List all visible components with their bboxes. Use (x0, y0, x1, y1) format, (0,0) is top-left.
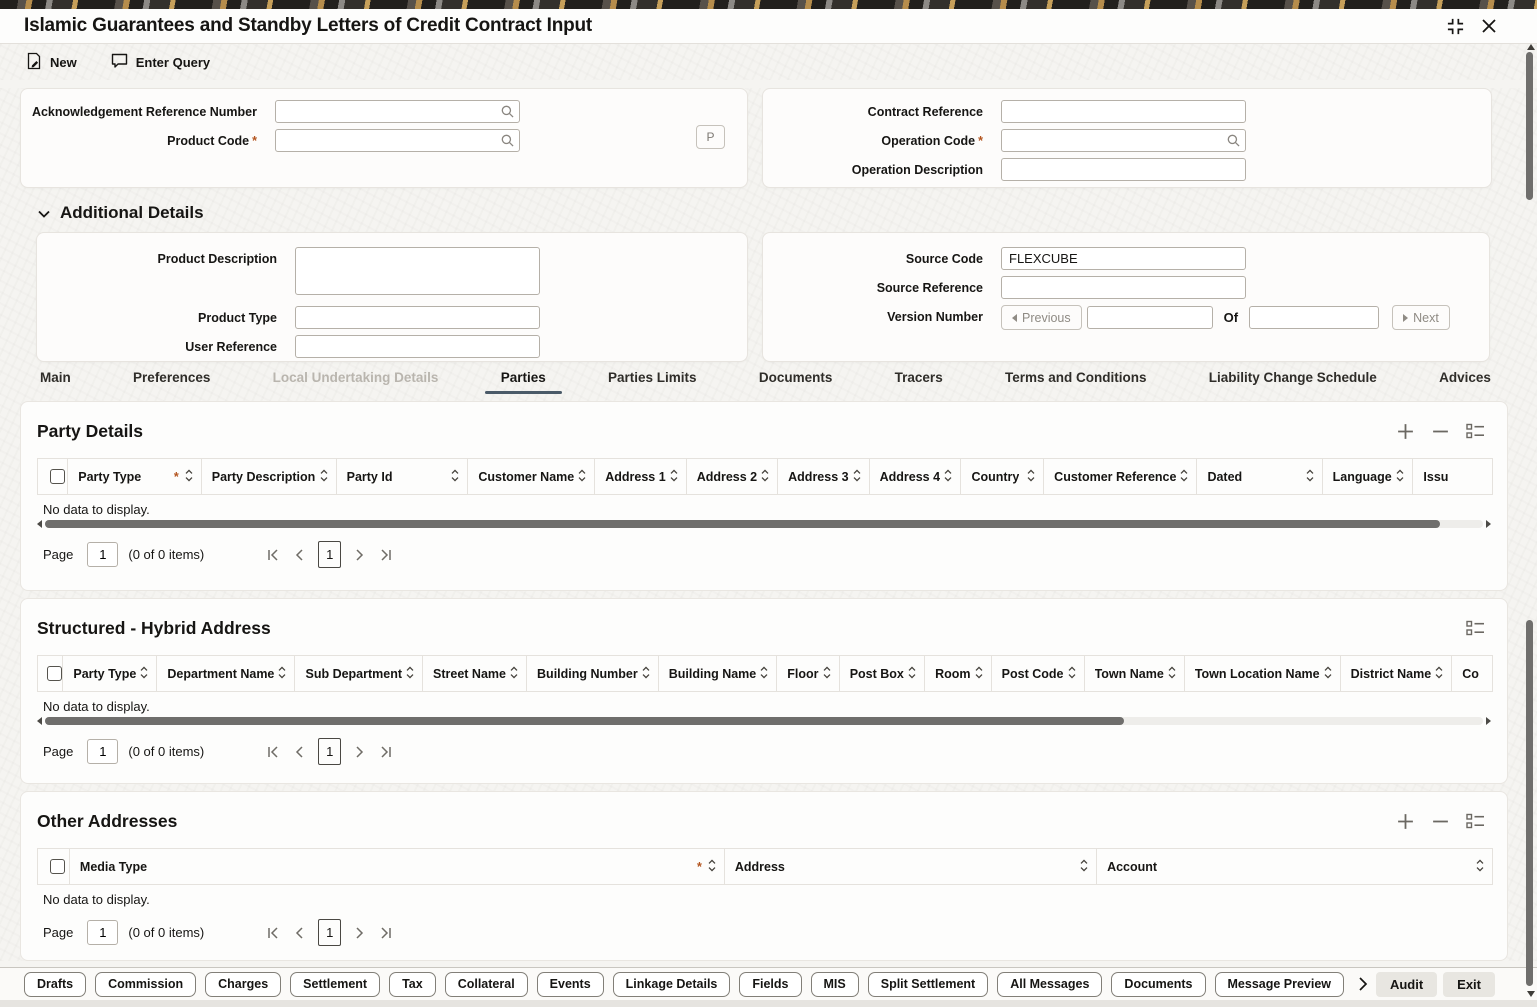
reference-card (20, 88, 748, 188)
required-marker: * (252, 134, 257, 148)
add-row-icon[interactable] (1396, 422, 1415, 441)
restore-window-icon[interactable] (1446, 17, 1465, 36)
message-preview-button[interactable]: Message Preview (1215, 972, 1345, 997)
sort-icon[interactable] (185, 469, 193, 485)
first-page-icon[interactable] (266, 745, 280, 759)
column-header-party-type[interactable]: Party Type * (68, 458, 201, 495)
empty-message: No data to display. (43, 699, 150, 714)
product-details-card (36, 232, 748, 362)
version-current-input[interactable] (1087, 306, 1213, 329)
column-header-issu[interactable]: Issu (1413, 458, 1493, 495)
pagination (43, 919, 1491, 946)
scrollbar-thumb[interactable] (45, 717, 1124, 725)
bottom-buttons (24, 972, 1344, 997)
user-reference-input[interactable] (295, 335, 540, 358)
tab-preferences[interactable]: Preferences (133, 370, 211, 385)
source-code-input[interactable] (1001, 247, 1246, 270)
bottom-action-bar (0, 967, 1537, 1000)
column-header-party-id[interactable]: Party Id (337, 458, 469, 495)
sort-icon[interactable] (1324, 666, 1332, 682)
last-page-icon[interactable] (379, 926, 393, 940)
operation-description-label: Operation Description (851, 163, 983, 177)
source-code-label: Source Code (905, 252, 983, 266)
column-header-party-description[interactable]: Party Description (202, 458, 337, 495)
previous-page-icon[interactable] (293, 926, 305, 940)
previous-page-icon[interactable] (293, 548, 305, 562)
sort-icon[interactable] (1396, 469, 1404, 485)
source-details-card (762, 232, 1490, 362)
horizontal-scrollbar[interactable] (37, 519, 1491, 529)
sort-icon[interactable] (1168, 666, 1176, 682)
new-button[interactable]: New (26, 52, 77, 73)
sort-icon[interactable] (1027, 469, 1035, 485)
items-count: (0 of 0 items) (128, 744, 205, 759)
triangle-left-icon (1012, 314, 1017, 322)
column-header-department-name[interactable]: Department Name (157, 655, 295, 692)
form-content (0, 88, 1537, 961)
sort-icon[interactable] (1476, 859, 1484, 875)
chevron-down-icon (38, 203, 50, 223)
column-header-country[interactable]: Country (961, 458, 1044, 495)
tab-advices[interactable]: Advices (1439, 370, 1491, 385)
sort-icon[interactable] (510, 666, 518, 682)
page-label: Page (43, 925, 74, 940)
add-row-icon[interactable] (1396, 812, 1415, 831)
tab-liability-change-schedule[interactable]: Liability Change Schedule (1208, 370, 1377, 385)
split-settlement-button[interactable]: Split Settlement (868, 972, 988, 997)
column-header-town-location-name[interactable]: Town Location Name (1185, 655, 1341, 692)
select-all-cell (37, 848, 70, 885)
source-reference-input[interactable] (1001, 276, 1246, 299)
tab-main[interactable]: Main (40, 370, 71, 385)
sort-icon[interactable] (975, 666, 983, 682)
empty-message: No data to display. (43, 502, 150, 517)
sort-icon[interactable] (823, 666, 831, 682)
sort-icon[interactable] (760, 666, 768, 682)
of-label: Of (1223, 310, 1239, 325)
bottom-edge (0, 1000, 1537, 1007)
operation-code-label: Operation Code (881, 134, 976, 148)
current-page[interactable]: 1 (318, 738, 341, 765)
scrollbar-thumb[interactable] (1526, 52, 1533, 200)
column-header-dated[interactable]: Dated (1197, 458, 1322, 495)
scrollbar-thumb[interactable] (1526, 620, 1533, 986)
page-label: Page (43, 744, 74, 759)
mis-button[interactable]: MIS (811, 972, 859, 997)
column-header-post-box[interactable]: Post Box (840, 655, 925, 692)
column-header-floor[interactable]: Floor (777, 655, 839, 692)
events-button[interactable]: Events (537, 972, 604, 997)
charges-button[interactable]: Charges (205, 972, 281, 997)
sort-icon[interactable] (140, 666, 148, 682)
page-label: Page (43, 547, 74, 562)
current-page[interactable]: 1 (318, 919, 341, 946)
current-page[interactable]: 1 (318, 541, 341, 568)
contract-reference-label: Contract Reference (867, 105, 983, 119)
column-header-address-1[interactable]: Address 1 (595, 458, 686, 495)
tab-parties-limits[interactable]: Parties Limits (608, 370, 697, 385)
column-header-address[interactable]: Address (725, 848, 1097, 885)
select-all-checkbox[interactable] (50, 859, 65, 874)
empty-message: No data to display. (43, 892, 150, 907)
product-description-input[interactable] (295, 247, 540, 295)
sort-icon[interactable] (1080, 859, 1088, 875)
column-header-co[interactable]: Co (1452, 655, 1493, 692)
triangle-right-icon (1403, 314, 1408, 322)
items-count: (0 of 0 items) (128, 547, 205, 562)
more-buttons-icon[interactable] (1358, 976, 1368, 992)
items-count: (0 of 0 items) (128, 925, 205, 940)
tab-local-undertaking-details[interactable]: Local Undertaking Details (272, 370, 439, 385)
table-header-row (37, 655, 1493, 692)
titlebar (0, 9, 1537, 44)
sort-icon[interactable] (1435, 666, 1443, 682)
documents-button[interactable]: Documents (1111, 972, 1205, 997)
structured-hybrid-address-title: Structured - Hybrid Address (37, 617, 271, 638)
sort-icon[interactable] (406, 666, 414, 682)
desktop-pattern-strip (0, 0, 1537, 9)
additional-details-toggle[interactable] (38, 200, 1537, 226)
sort-icon[interactable] (708, 859, 716, 875)
sort-icon[interactable] (1068, 666, 1076, 682)
column-header-district-name[interactable]: District Name (1341, 655, 1453, 692)
contract-card (762, 88, 1492, 188)
remove-row-icon[interactable] (1431, 422, 1450, 441)
previous-version-button[interactable]: Previous (1001, 305, 1082, 330)
column-header-customer-reference[interactable]: Customer Reference (1044, 458, 1197, 495)
column-header-room[interactable]: Room (925, 655, 992, 692)
column-header-account[interactable]: Account (1097, 848, 1493, 885)
additional-details-title: Additional Details (60, 203, 204, 222)
populate-button[interactable]: P (696, 125, 725, 149)
structured-hybrid-address-panel (20, 598, 1508, 784)
next-page-icon[interactable] (354, 548, 366, 562)
tab-bar (0, 362, 1537, 395)
page-input[interactable] (87, 542, 118, 567)
tab-parties[interactable]: Parties (501, 370, 546, 394)
scroll-down-icon[interactable] (1527, 991, 1535, 997)
product-code-input[interactable] (275, 129, 520, 152)
enter-query-button[interactable]: Enter Query (111, 53, 210, 72)
column-header-street-name[interactable]: Street Name (423, 655, 527, 692)
structured-address-table (37, 655, 1493, 692)
column-header-town-name[interactable]: Town Name (1085, 655, 1185, 692)
scroll-right-icon[interactable] (1486, 520, 1491, 528)
operation-code-input[interactable] (1001, 129, 1246, 152)
party-details-title: Party Details (37, 420, 144, 441)
table-header-row (37, 458, 1493, 495)
sort-icon[interactable] (908, 666, 916, 682)
sort-icon[interactable] (1306, 469, 1314, 485)
previous-page-icon[interactable] (293, 745, 305, 759)
column-header-party-type[interactable]: Party Type (63, 655, 157, 692)
last-page-icon[interactable] (379, 548, 393, 562)
window-controls (1446, 17, 1497, 36)
version-total-input[interactable] (1249, 306, 1379, 329)
product-type-input[interactable] (295, 306, 540, 329)
new-document-icon (26, 52, 42, 73)
ack-ref-input[interactable] (275, 100, 520, 123)
product-description-label: Product Description (157, 252, 277, 266)
scroll-left-icon[interactable] (37, 520, 42, 528)
sort-icon[interactable] (278, 666, 286, 682)
tax-button[interactable]: Tax (389, 972, 436, 997)
tab-terms-and-conditions[interactable]: Terms and Conditions (1004, 370, 1147, 385)
column-header-sub-department[interactable]: Sub Department (295, 655, 423, 692)
column-header-address-4[interactable]: Address 4 (870, 458, 962, 495)
select-all-checkbox[interactable] (47, 666, 62, 681)
commission-button[interactable]: Commission (95, 972, 196, 997)
party-details-panel (20, 401, 1508, 591)
party-details-table (37, 458, 1493, 495)
ack-ref-label: Acknowledgement Reference Number (31, 105, 257, 119)
linkage-details-button[interactable]: Linkage Details (613, 972, 731, 997)
other-addresses-title: Other Addresses (37, 810, 178, 831)
column-header-media-type[interactable]: Media Type * (70, 848, 725, 885)
required-marker: * (978, 134, 983, 148)
next-page-icon[interactable] (354, 926, 366, 940)
audit-button[interactable]: Audit (1376, 972, 1437, 997)
select-all-cell (37, 458, 68, 495)
column-header-address-2[interactable]: Address 2 (687, 458, 778, 495)
settlement-button[interactable]: Settlement (290, 972, 380, 997)
column-header-customer-name[interactable]: Customer Name (468, 458, 595, 495)
column-header-language[interactable]: Language (1323, 458, 1414, 495)
pagination (43, 738, 1491, 765)
other-addresses-table (37, 848, 1493, 885)
horizontal-scrollbar[interactable] (37, 716, 1491, 726)
collateral-button[interactable]: Collateral (445, 972, 528, 997)
operation-description-input[interactable] (1001, 158, 1246, 181)
select-all-checkbox[interactable] (50, 469, 65, 484)
contract-reference-input[interactable] (1001, 100, 1246, 123)
sort-icon[interactable] (761, 469, 769, 485)
required-marker: * (696, 859, 702, 874)
last-page-icon[interactable] (379, 745, 393, 759)
action-toolbar (0, 44, 1537, 80)
details-list-icon[interactable] (1466, 620, 1485, 637)
source-reference-label: Source Reference (876, 281, 983, 295)
column-header-post-code[interactable]: Post Code (992, 655, 1085, 692)
sort-icon[interactable] (642, 666, 650, 682)
user-reference-label: User Reference (185, 340, 277, 354)
scroll-left-icon[interactable] (37, 717, 42, 725)
all-messages-button[interactable]: All Messages (997, 972, 1102, 997)
exit-button[interactable]: Exit (1443, 972, 1495, 997)
next-version-button[interactable]: Next (1392, 305, 1450, 330)
page-title: Islamic Guarantees and Standby Letters of Credit Contract Input (24, 15, 593, 36)
column-header-building-number[interactable]: Building Number (527, 655, 659, 692)
product-code-label: Product Code (167, 134, 250, 148)
page-input[interactable] (87, 739, 118, 764)
details-list-icon[interactable] (1466, 423, 1485, 440)
first-page-icon[interactable] (266, 926, 280, 940)
next-page-icon[interactable] (354, 745, 366, 759)
sort-icon[interactable] (320, 469, 328, 485)
sort-icon[interactable] (853, 469, 861, 485)
vertical-scrollbar[interactable] (1524, 44, 1536, 997)
tab-tracers[interactable]: Tracers (894, 370, 943, 385)
drafts-button[interactable]: Drafts (24, 972, 86, 997)
close-icon[interactable] (1481, 18, 1497, 34)
remove-row-icon[interactable] (1431, 812, 1450, 831)
scroll-right-icon[interactable] (1486, 717, 1491, 725)
sort-icon[interactable] (578, 469, 586, 485)
column-header-address-3[interactable]: Address 3 (778, 458, 869, 495)
required-marker: * (173, 469, 179, 484)
first-page-icon[interactable] (266, 548, 280, 562)
tab-documents[interactable]: Documents (758, 370, 833, 385)
details-list-icon[interactable] (1466, 813, 1485, 830)
product-type-label: Product Type (198, 311, 277, 325)
pagination (43, 541, 1491, 568)
scroll-up-icon[interactable] (1527, 44, 1535, 50)
enter-query-icon (111, 53, 128, 72)
table-header-row (37, 848, 1493, 885)
other-addresses-panel (20, 791, 1508, 961)
page-input[interactable] (87, 920, 118, 945)
column-header-building-name[interactable]: Building Name (659, 655, 778, 692)
sort-icon[interactable] (944, 469, 952, 485)
sort-icon[interactable] (451, 469, 459, 485)
sort-icon[interactable] (1180, 469, 1188, 485)
scrollbar-thumb[interactable] (45, 520, 1440, 528)
version-number-label: Version Number (887, 310, 983, 324)
fields-button[interactable]: Fields (739, 972, 801, 997)
sort-icon[interactable] (670, 469, 678, 485)
select-all-cell (37, 655, 63, 692)
